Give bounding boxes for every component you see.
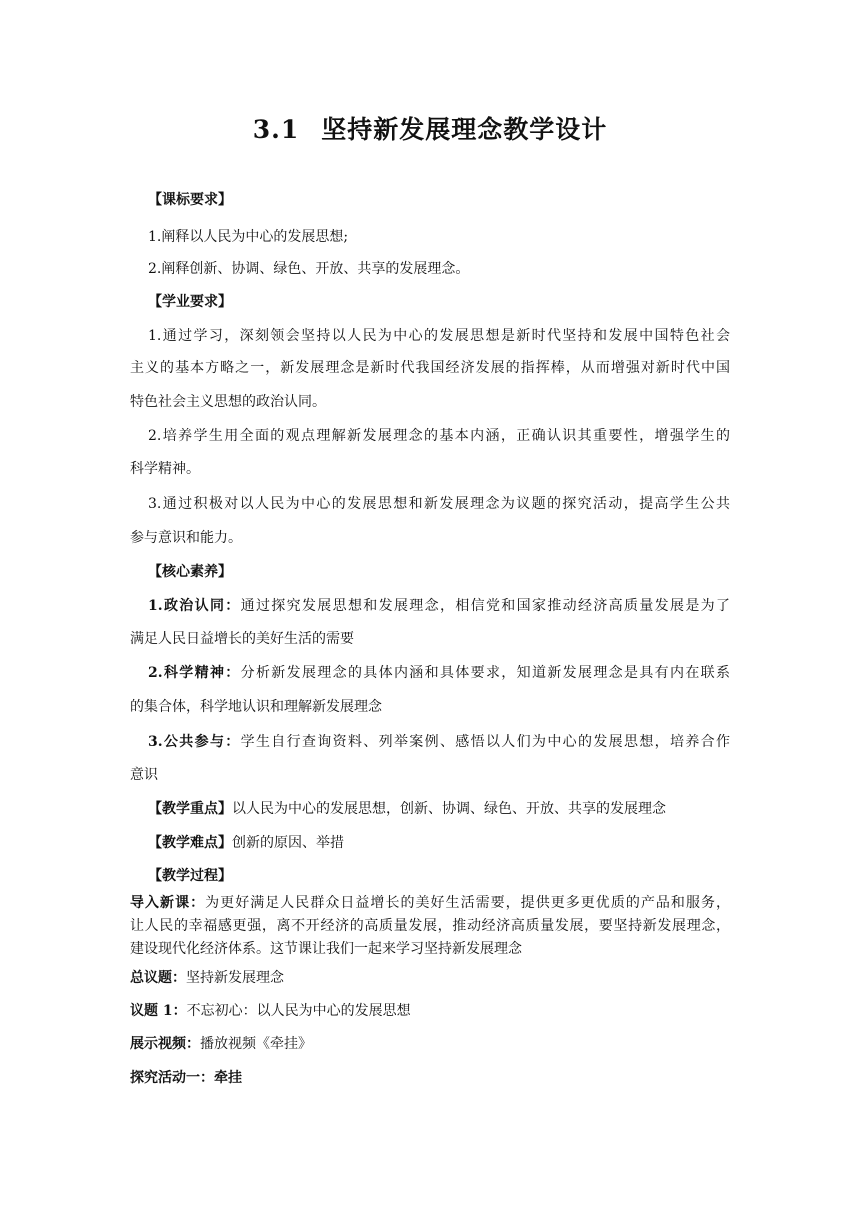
academic-item-1-line-2: 主义的基本方略之一，新发展理念是新时代我国经济发展的指挥棒，从而增强对新时代中国 <box>130 360 730 376</box>
literacy-heading: 【核心素养】 <box>148 564 232 580</box>
intro-label: 导入新课： <box>130 895 206 911</box>
curriculum-heading: 【课标要求】 <box>148 192 232 208</box>
general-topic-text: 坚持新发展理念 <box>186 970 284 986</box>
literacy-item-2-label: 2.科学精神： <box>148 665 241 681</box>
academic-item-1-line-1: 1.通过学习，深刻领会坚持以人民为中心的发展思想是新时代坚持和发展中国特色社会 <box>148 328 730 344</box>
topic-1 <box>130 1001 730 1021</box>
page-title <box>0 110 860 146</box>
title-text: 坚持新发展理念教学设计 <box>321 115 608 144</box>
topic-1-text: 不忘初心：以人民为中心的发展思想 <box>186 1003 411 1019</box>
literacy-item-3-line-2: 意识 <box>130 767 158 783</box>
video-text: 播放视频《牵挂》 <box>200 1036 312 1052</box>
key-point <box>148 799 748 819</box>
academic-item-2-line-1: 2.培养学生用全面的观点理解新发展理念的基本内涵，正确认识其重要性，增强学生的 <box>148 428 730 444</box>
title-number: 3.1 <box>252 115 300 144</box>
academic-item-3-line-1: 3.通过积极对以人民为中心的发展思想和新发展理念为议题的探究活动，提高学生公共 <box>148 496 730 512</box>
difficulty <box>148 833 748 853</box>
literacy-item-2-line-1 <box>148 663 730 683</box>
academic-item-2-line-2: 科学精神。 <box>130 461 200 477</box>
difficulty-text: 创新的原因、举措 <box>232 835 344 851</box>
activity-heading: 探究活动一：牵挂 <box>130 1070 242 1086</box>
intro-line-3: 建设现代化经济体系。这节课让我们一起来学习坚持新发展理念 <box>130 941 522 957</box>
academic-heading: 【学业要求】 <box>148 294 232 310</box>
topic-1-label: 议题 1： <box>130 1003 187 1019</box>
literacy-item-1-text: 通过探究发展思想和发展理念，相信党和国家推动经济高质量发展是为了 <box>240 598 730 614</box>
academic-item-3-line-2: 参与意识和能力。 <box>130 530 242 546</box>
literacy-item-2-line-2: 的集合体，科学地认识和理解新发展理念 <box>130 699 382 715</box>
intro-line-1 <box>130 893 730 913</box>
video-label: 展示视频： <box>130 1036 200 1052</box>
literacy-item-2-text: 分析新发展理念的具体内涵和具体要求，知道新发展理念是具有内在联系 <box>240 665 730 681</box>
general-topic <box>130 968 730 988</box>
literacy-item-3-text: 学生自行查询资料、列举案例、感悟以人们为中心的发展思想，培养合作 <box>240 734 730 750</box>
process-heading: 【教学过程】 <box>148 868 232 884</box>
curriculum-item-2: 2.阐释创新、协调、绿色、开放、共享的发展理念。 <box>148 261 470 277</box>
intro-text: 为更好满足人民群众日益增长的美好生活需要，提供更多更优质的产品和服务， <box>205 895 731 911</box>
general-topic-label: 总议题： <box>130 970 186 986</box>
video <box>130 1034 730 1054</box>
academic-item-1-line-3: 特色社会主义思想的政治认同。 <box>130 394 326 410</box>
literacy-item-1-line-1 <box>148 596 730 616</box>
key-point-text: 以人民为中心的发展思想，创新、协调、绿色、开放、共享的发展理念 <box>232 801 666 817</box>
key-point-label: 【教学重点】 <box>148 801 232 817</box>
difficulty-label: 【教学难点】 <box>148 835 232 851</box>
literacy-item-1-label: 1.政治认同： <box>148 598 241 614</box>
literacy-item-3-label: 3.公共参与： <box>148 734 241 750</box>
curriculum-item-1: 1.阐释以人民为中心的发展思想; <box>148 229 349 245</box>
literacy-item-1-line-2: 满足人民日益增长的美好生活的需要 <box>130 631 354 647</box>
intro-line-2: 让人民的幸福感更强，离不开经济的高质量发展，推动经济高质量发展，要坚持新发展理念， <box>130 918 730 934</box>
literacy-item-3-line-1 <box>148 732 730 752</box>
